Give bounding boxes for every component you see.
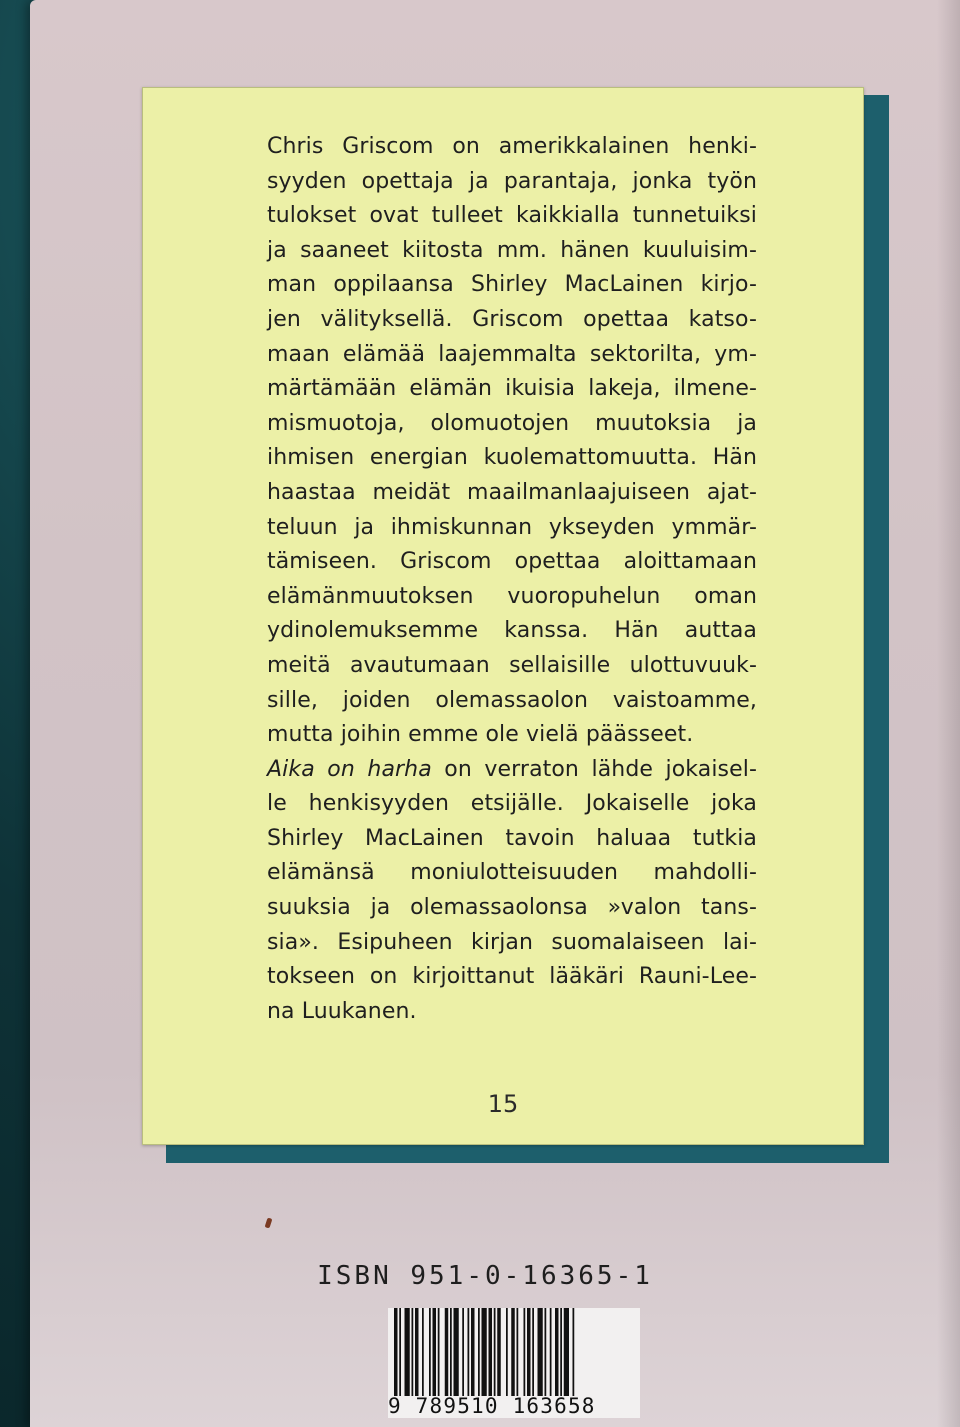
blurb-line: man oppilaansa Shirley MacLainen kirjo- (267, 272, 757, 298)
barcode-bars (394, 1308, 634, 1396)
blurb-line: sille, joiden olemassaolon vaistoamme, (267, 687, 757, 713)
blurb-line: jen välityksellä. Griscom opettaa katso- (267, 306, 757, 332)
barcode-bar (438, 1308, 440, 1396)
blurb-line: mismuotoja, olomuotojen muutoksia ja (267, 410, 757, 436)
barcode-bar (422, 1308, 424, 1396)
blurb-line: maan elämää laajemmalta sektorilta, ym- (267, 341, 757, 367)
blurb-line: märtämään elämän ikuisia lakeja, ilmene- (267, 376, 757, 402)
barcode-bar (517, 1308, 519, 1396)
blurb-line: haastaa meidät maailmanlaajuiseen ajat- (267, 479, 757, 505)
barcode-bar (550, 1308, 552, 1396)
blurb-title-line (267, 753, 757, 788)
barcode (388, 1308, 640, 1418)
barcode-bar (482, 1308, 487, 1396)
blurb-line: tokseen on kirjoittanut lääkäri Rauni-Lee- (267, 964, 757, 990)
book-title-italic: Aika on harha (267, 756, 432, 782)
barcode-bar (415, 1308, 419, 1396)
barcode-bar (429, 1308, 431, 1396)
barcode-bar (573, 1308, 575, 1396)
blurb-line: mutta joihin emme ole vielä päässeet. (267, 722, 694, 748)
barcode-bar (511, 1308, 515, 1396)
blurb-line: le henkisyyden etsijälle. Jokaiselle joka (267, 791, 757, 817)
page-number: 15 (487, 1090, 519, 1118)
barcode-bar (394, 1308, 398, 1396)
barcode-bar (506, 1308, 508, 1396)
barcode-bar (532, 1308, 534, 1396)
barcode-bar (489, 1308, 493, 1396)
blurb-text (267, 130, 757, 1029)
barcode-bar (555, 1308, 559, 1396)
barcode-bar (538, 1308, 543, 1396)
blurb-line: elämänsä moniulotteisuuden mahdolli- (267, 860, 757, 886)
barcode-bar (433, 1308, 437, 1396)
blurb-panel (142, 87, 864, 1145)
barcode-digits: 9 789510 163658 (388, 1394, 596, 1418)
blurb-line: ja saaneet kiitosta mm. hänen kuuluisim- (267, 237, 757, 263)
barcode-bar (462, 1308, 464, 1396)
barcode-bar (524, 1308, 526, 1396)
barcode-bar (412, 1308, 414, 1396)
blurb-line: meitä avautumaan sellaisille ulottuvuuk- (267, 652, 757, 678)
barcode-bar (494, 1308, 496, 1396)
barcode-bar (445, 1308, 449, 1396)
blurb-line: tämiseen. Griscom opettaa aloittamaan (267, 549, 757, 575)
barcode-bar (405, 1308, 410, 1396)
barcode-bar (468, 1308, 470, 1396)
barcode-bar (450, 1308, 452, 1396)
cover-blemish (265, 1217, 273, 1228)
blurb-line: teluun ja ihmiskunnan ykseyden ymmär- (267, 514, 757, 540)
blurb-line: Chris Griscom on amerikkalainen henki- (267, 134, 757, 159)
barcode-bar (527, 1308, 531, 1396)
barcode-bar (454, 1308, 459, 1396)
barcode-bar (545, 1308, 547, 1396)
isbn-text: ISBN 951-0-16365-1 (317, 1261, 653, 1291)
barcode-bar (560, 1308, 562, 1396)
blurb-line: suuksia ja olemassaolonsa »valon tans- (267, 895, 757, 921)
blurb-line: tulokset ovat tulleet kaikkialla tunnetuiksi (267, 203, 757, 229)
barcode-bar (471, 1308, 475, 1396)
blurb-line: ihmisen energian kuolemattomuutta. Hän (267, 445, 757, 471)
blurb-line: elämänmuutoksen vuoropuhelun oman (267, 583, 757, 609)
barcode-bar (497, 1308, 501, 1396)
cover-edge-shade (937, 0, 960, 1427)
blurb-line: sia». Esipuheen kirjan suomalaiseen lai- (267, 929, 757, 955)
blurb-line: Shirley MacLainen tavoin haluaa tutkia (267, 825, 757, 851)
blurb-line: na Luukanen. (267, 998, 417, 1024)
barcode-bar (564, 1308, 569, 1396)
blurb-line: ydinolemuksemme kanssa. Hän auttaa (267, 618, 757, 644)
book-back-cover (30, 0, 960, 1427)
barcode-bar (399, 1308, 401, 1396)
blurb-line: syyden opettaja ja parantaja, jonka työn (267, 168, 757, 194)
title-line-rest: on verraton lähde jokaisel- (431, 756, 757, 782)
barcode-bar (478, 1308, 480, 1396)
